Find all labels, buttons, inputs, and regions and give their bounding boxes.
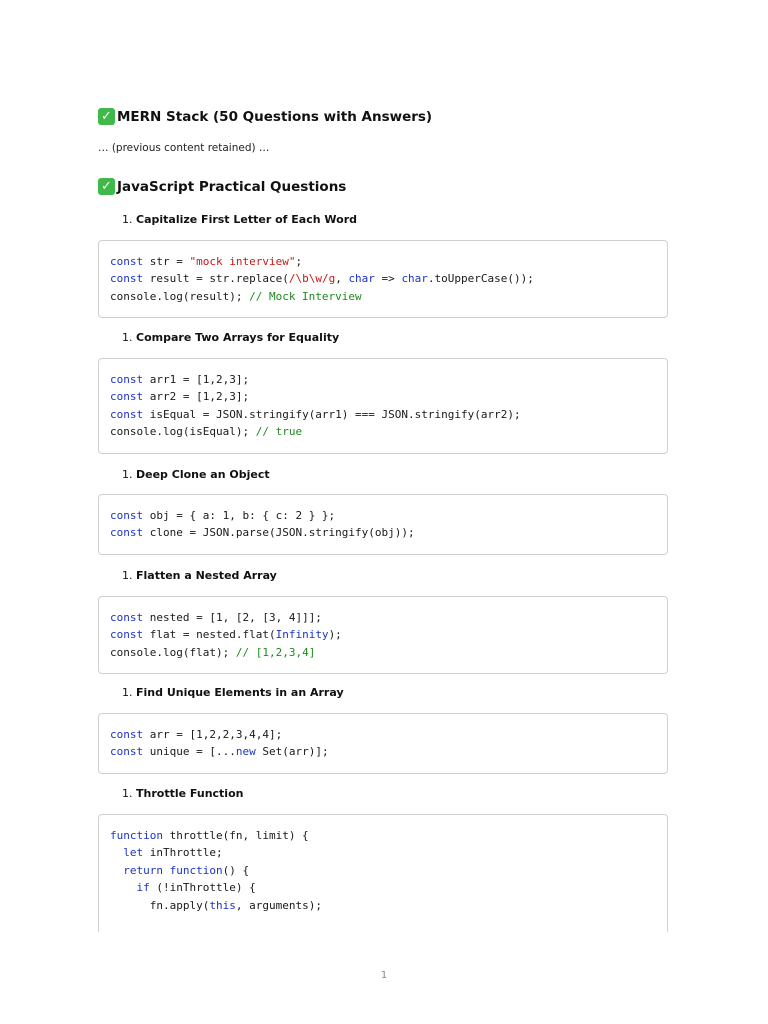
code-token: const <box>110 728 144 741</box>
question-title: Throttle Function <box>136 787 244 800</box>
heading-mern-text: MERN Stack (50 Questions with Answers) <box>117 108 433 125</box>
question-title: Deep Clone an Object <box>136 468 270 481</box>
question-title: Find Unique Elements in an Array <box>136 686 344 699</box>
code-token: str = <box>143 255 190 268</box>
code-token: console.log(isEqual); <box>110 425 256 439</box>
code-line <box>110 609 656 626</box>
code-token: const <box>110 272 144 286</box>
code-line <box>110 371 656 388</box>
question-item: 1. Find Unique Elements in an Array <box>122 686 344 699</box>
question-title: Flatten a Nested Array <box>136 569 277 582</box>
code-line <box>110 726 656 743</box>
code-token: this <box>209 898 236 912</box>
code-token: inThrottle; <box>143 846 223 860</box>
question-item: 1. Capitalize First Letter of Each Word <box>122 213 357 226</box>
code-token: const <box>110 255 144 268</box>
code-token: new <box>235 745 256 759</box>
code-token: , arguments); <box>235 898 322 912</box>
retained-note: … (previous content retained) … <box>98 142 270 154</box>
code-line <box>110 827 656 844</box>
code-token: char <box>348 272 375 286</box>
heading-javascript-practical <box>98 178 346 195</box>
code-block <box>98 596 668 674</box>
code-block <box>98 240 668 318</box>
code-line <box>110 507 656 524</box>
question-item: 1. Throttle Function <box>122 787 244 800</box>
code-line <box>110 423 656 440</box>
code-line <box>110 743 656 760</box>
page-number: 1 <box>380 970 388 981</box>
code-token: => <box>374 272 402 286</box>
code-token: return <box>123 863 163 877</box>
code-block <box>98 814 668 932</box>
code-line <box>110 388 656 405</box>
code-token: char <box>401 272 428 286</box>
code-token: /\b\w/g <box>288 272 336 286</box>
code-line <box>110 897 656 914</box>
question-item: 1. Deep Clone an Object <box>122 468 270 481</box>
code-token: console.log(flat); <box>110 645 236 659</box>
code-token: ; <box>295 255 303 268</box>
code-token <box>110 846 123 859</box>
code-line <box>110 253 656 270</box>
code-token: function <box>110 829 163 842</box>
question-title: Compare Two Arrays for Equality <box>136 331 340 344</box>
code-token <box>110 864 123 877</box>
code-token: const <box>110 373 144 386</box>
code-line <box>110 644 656 661</box>
question-title: Capitalize First Letter of Each Word <box>136 213 357 226</box>
code-token: clone = JSON.parse(JSON.stringify(obj)); <box>143 526 415 540</box>
code-token: arr2 = [1,2,3]; <box>143 390 250 404</box>
code-line <box>110 288 656 305</box>
code-token: const <box>110 526 144 540</box>
code-token: const <box>110 611 144 624</box>
code-token: const <box>110 509 144 522</box>
code-token: Infinity <box>275 628 329 642</box>
code-token: obj = { a: 1, b: { c: 2 } }; <box>143 509 336 522</box>
code-token: const <box>110 390 144 404</box>
code-token: , <box>335 272 349 286</box>
code-token: let <box>123 846 144 860</box>
question-item: 1. Flatten a Nested Array <box>122 569 277 582</box>
code-token: flat = nested.flat( <box>143 628 276 642</box>
code-token: if <box>136 881 150 895</box>
code-token: nested = [1, [2, [3, 4]]]; <box>143 611 322 624</box>
code-token: console.log(result); <box>110 289 250 303</box>
code-line <box>110 844 656 861</box>
code-token: fn.apply( <box>110 898 210 912</box>
code-line <box>110 406 656 423</box>
code-token: Set(arr)]; <box>255 745 329 759</box>
code-token: result = str.replace( <box>143 272 289 286</box>
code-token: function <box>169 863 223 877</box>
code-block <box>98 358 668 454</box>
code-token: const <box>110 407 144 421</box>
code-line <box>110 270 656 287</box>
white-check-mark-icon: ✓ <box>98 178 115 195</box>
code-token <box>163 864 170 877</box>
code-token: const <box>110 745 144 759</box>
code-line <box>110 626 656 643</box>
question-item: 1. Compare Two Arrays for Equality <box>122 331 340 344</box>
white-check-mark-icon: ✓ <box>98 108 115 125</box>
code-token: throttle(fn, limit) { <box>162 829 309 842</box>
code-line <box>110 879 656 896</box>
code-token: arr1 = [1,2,3]; <box>143 373 250 386</box>
code-block <box>98 713 668 774</box>
code-token: unique = [... <box>143 745 236 759</box>
code-line <box>110 862 656 879</box>
code-line <box>110 524 656 541</box>
code-token: arr = [1,2,2,3,4,4]; <box>143 728 283 741</box>
code-token: ); <box>328 628 342 642</box>
heading-js-text: JavaScript Practical Questions <box>117 178 347 195</box>
code-token: isEqual = JSON.stringify(arr1) === JSON.stringify(arr2); <box>143 407 521 421</box>
code-token: // true <box>255 425 303 439</box>
code-token: .toUpperCase()); <box>427 272 534 286</box>
code-token: const <box>110 628 144 642</box>
code-token: (!inThrottle) { <box>149 881 256 895</box>
code-token <box>110 881 137 894</box>
code-token: // Mock Interview <box>249 289 362 303</box>
code-token: // [1,2,3,4] <box>235 645 316 659</box>
code-token: "mock interview" <box>189 255 296 268</box>
code-token: () { <box>222 863 250 877</box>
heading-mern-stack <box>98 108 432 125</box>
code-block <box>98 494 668 555</box>
